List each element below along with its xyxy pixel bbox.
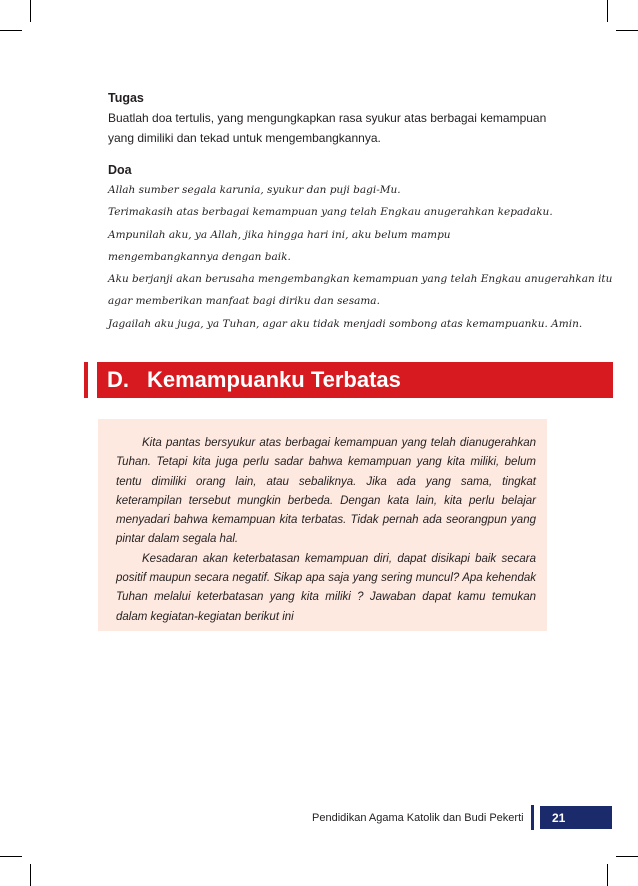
crop-mark (0, 856, 22, 857)
intro-paragraph: Kita pantas bersyukur atas berbagai kemampuan yang telah dianugerahkan Tuhan. Tetapi kita juga perlu sadar bahwa kemampuan yang kita miliki, belum tentu dimiliki orang lain, atau sebaliknya. Jika ada yang sama, tingkat keterampilan tersebut mungkin berbeda. Dengan kata lain, kita perlu belajar menyadari bahwa kemampuan kita terbatas. Tidak pernah ada seorangpun yang pintar dalam segala hal. (116, 437, 536, 546)
page-number: 21 (540, 806, 612, 829)
footer-book-title: Pendidikan Agama Katolik dan Budi Pekerti (312, 812, 524, 824)
tugas-instructions: Buatlah doa tertulis, yang mengungkapkan rasa syukur atas berbagai kemampuan yang dimiliki dan tekad untuk mengembangkannya. (108, 111, 547, 145)
doa-line: Jagailah aku juga, ya Tuhan, agar aku tidak menjadi sombong atas kemampuanku. Amin. (108, 317, 583, 330)
section-title: Kemampuanku Terbatas (147, 367, 401, 392)
doa-line: Allah sumber segala karunia, syukur dan puji bagi-Mu. (108, 184, 401, 196)
crop-mark (30, 0, 31, 22)
section-heading-banner (97, 362, 613, 398)
crop-mark (616, 856, 638, 857)
crop-mark (607, 0, 608, 22)
doa-line: agar memberikan manfaat bagi diriku dan sesama. (108, 295, 380, 308)
doa-line: Aku berjanji akan berusaha mengembangkan kemampuan yang telah Engkau anugerahkan itu (108, 273, 613, 286)
doa-heading: Doa (108, 163, 132, 177)
tugas-heading: Tugas (108, 91, 144, 105)
footer-divider (531, 805, 534, 830)
section-accent-bar (84, 362, 88, 398)
section-letter: D. (107, 367, 129, 392)
doa-line: mengembangkannya dengan baik. (108, 250, 291, 263)
intro-text (116, 434, 536, 627)
doa-prayer (108, 179, 613, 335)
doa-line: Ampunilah aku, ya Allah, jika hingga hari ini, aku belum mampu (108, 228, 451, 241)
crop-mark (616, 30, 638, 31)
doa-line: Terimakasih atas berbagai kemampuan yang telah Engkau anugerahkan kepadaku. (108, 206, 553, 219)
crop-mark (607, 864, 608, 886)
crop-mark (0, 30, 22, 31)
crop-mark (30, 864, 31, 886)
intro-paragraph: Kesadaran akan keterbatasan kemampuan diri, dapat disikapi baik secara positif maupun secara negatif. Sikap apa saja yang sering muncul? Apa kehendak Tuhan melalui keterbatasan yang kita miliki ? Jawaban dapat kamu temukan dalam kegiatan-kegiatan berikut ini (116, 552, 536, 623)
